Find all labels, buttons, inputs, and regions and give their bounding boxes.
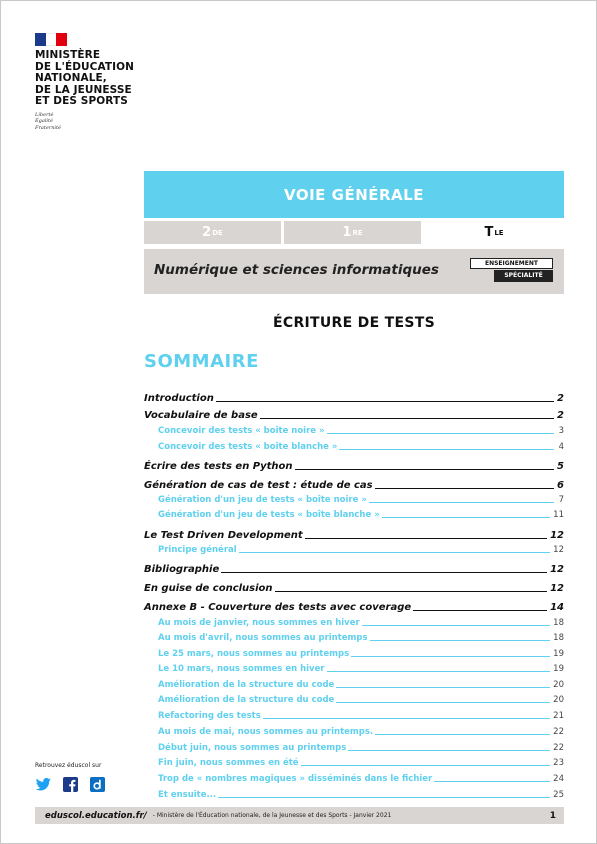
grade-tab-seconde (144, 221, 281, 244)
toc-leader-line (369, 502, 554, 503)
footer-site-link[interactable]: eduscol.education.fr/ (45, 810, 147, 821)
toc-entry-page: 3 (558, 426, 564, 436)
page-footer (35, 807, 564, 824)
social-label: Retrouvez éduscol sur (35, 762, 102, 769)
toc-subentry[interactable] (144, 754, 564, 768)
toc-entry-label: Génération de cas de test : étude de cas (144, 480, 373, 491)
toc-entry-page: 2 (557, 410, 564, 421)
toc-leader-line (382, 517, 550, 518)
toc-entry-page: 11 (553, 510, 564, 520)
toc-entry-page: 18 (553, 633, 564, 643)
toc-entry-page: 20 (553, 695, 564, 705)
toc-entry-page: 24 (553, 774, 564, 784)
grade-main: T (484, 225, 494, 240)
toc-leader-line (370, 640, 551, 641)
toc-entry[interactable] (144, 580, 564, 594)
toc-entry-label: Concevoir des tests « boîte blanche » (158, 442, 338, 452)
toc-subentry[interactable] (144, 723, 564, 737)
toc-entry-page: 5 (557, 461, 564, 472)
toc-leader-line (216, 401, 554, 402)
toc-entry-label: Annexe B - Couverture des tests avec coverage (144, 602, 412, 613)
toc-entry[interactable] (144, 458, 564, 472)
dailymotion-icon[interactable] (89, 777, 106, 792)
tag-enseignement: ENSEIGNEMENT (470, 258, 553, 269)
toc-leader-line (263, 718, 550, 719)
toc-subentry[interactable] (144, 739, 564, 753)
facebook-icon[interactable] (62, 777, 79, 792)
toc-entry-label: En guise de conclusion (144, 583, 273, 594)
toc-leader-line (221, 572, 547, 573)
grade-tab-premiere (284, 221, 421, 244)
toc-entry[interactable] (144, 477, 564, 491)
footer-org: - Ministère de l'Éducation nationale, de la Jeunesse et des Sports - Janvier 2021 (152, 812, 392, 819)
toc-subentry[interactable] (144, 691, 564, 705)
page-number: 1 (549, 810, 556, 821)
toc-entry-page: 21 (553, 711, 564, 721)
toc-entry-label: Amélioration de la structure du code (158, 680, 335, 690)
toc-leader-line (339, 449, 554, 450)
toc-entry[interactable] (144, 561, 564, 575)
toc-subentry[interactable] (144, 645, 564, 659)
grade-main: 2 (202, 225, 212, 240)
subject-title: Numérique et sciences informatiques (154, 262, 439, 278)
toc-entry-page: 12 (550, 564, 564, 575)
toc-entry-label: Le Test Driven Development (144, 530, 303, 541)
toc-subentry[interactable] (144, 438, 564, 452)
ministry-line: DE L'ÉDUCATION (35, 60, 135, 73)
toc-subentry[interactable] (144, 786, 564, 800)
toc-leader-line (305, 538, 547, 539)
track-title: VOIE GÉNÉRALE (284, 185, 424, 204)
toc-entry[interactable] (144, 407, 564, 421)
toc-leader-line (375, 734, 550, 735)
tag-specialite: SPÉCIALITÉ (494, 270, 553, 282)
toc-leader-line (362, 625, 551, 626)
toc-entry-label: Vocabulaire de base (144, 410, 258, 421)
ministry-line: MINISTÈRE (35, 49, 101, 61)
toc-entry-page: 22 (553, 727, 564, 737)
toc-leader-line (348, 750, 550, 751)
grade-tab-terminale (424, 221, 564, 244)
toc-leader-line (336, 702, 550, 703)
toc-subentry[interactable] (144, 491, 564, 505)
toc-heading: SOMMAIRE (144, 351, 259, 372)
toc-entry-label: Concevoir des tests « boîte noire » (158, 426, 325, 436)
ministry-line: ET DES SPORTS (35, 95, 128, 107)
ministry-name (35, 50, 155, 108)
toc-leader-line (239, 552, 551, 553)
toc-subentry[interactable] (144, 422, 564, 436)
toc-entry-page: 2 (557, 393, 564, 404)
toc-leader-line (260, 418, 554, 419)
toc-entry-page: 23 (553, 758, 564, 768)
toc-entry-label: Au mois de janvier, nous sommes en hiver (158, 618, 360, 628)
twitter-icon[interactable] (35, 777, 52, 792)
toc-entry-page: 4 (558, 442, 564, 452)
track-banner (144, 171, 564, 218)
toc-entry-page: 18 (553, 618, 564, 628)
toc-subentry[interactable] (144, 506, 564, 520)
motto-line: Égalité (35, 118, 53, 124)
toc-leader-line (413, 610, 547, 611)
toc-entry-page: 14 (550, 602, 564, 613)
toc-leader-line (218, 797, 550, 798)
ministry-line: DE LA JEUNESSE (35, 83, 132, 96)
grade-sup: LE (494, 228, 504, 237)
document-title: ÉCRITURE DE TESTS (273, 315, 435, 331)
toc-leader-line (327, 433, 554, 434)
french-flag-icon (35, 33, 67, 46)
toc-entry-page: 7 (558, 495, 564, 505)
toc-entry-label: Refactoring des tests (158, 711, 261, 721)
toc-entry-page: 12 (550, 530, 564, 541)
grade-main: 1 (342, 225, 352, 240)
toc-subentry[interactable] (144, 707, 564, 721)
toc-entry-label: Au mois de mai, nous sommes au printemps. (158, 727, 374, 737)
subject-banner (144, 249, 564, 294)
toc-entry-page: 6 (557, 480, 564, 491)
toc-entry-label: Génération d'un jeu de tests « boîte blanche » (158, 510, 380, 520)
toc-entry-label: Fin juin, nous sommes en été (158, 758, 299, 768)
toc-entry-page: 12 (553, 545, 564, 555)
toc-entry[interactable] (144, 527, 564, 541)
toc-leader-line (336, 687, 550, 688)
toc-entry-label: Au mois d'avril, nous sommes au printemps (158, 633, 368, 643)
toc-entry-label: Début juin, nous sommes au printemps (158, 743, 347, 753)
toc-entry-label: Le 25 mars, nous sommes au printemps (158, 649, 350, 659)
toc-entry-page: 22 (553, 743, 564, 753)
toc-entry-label: Et ensuite... (158, 790, 217, 800)
toc-leader-line (275, 591, 548, 592)
ministry-line: NATIONALE, (35, 72, 107, 84)
toc-entry-label: Amélioration de la structure du code (158, 695, 335, 705)
toc-entry-page: 20 (553, 680, 564, 690)
toc-entry-label: Bibliographie (144, 564, 220, 575)
republic-motto (35, 112, 155, 132)
social-links (35, 777, 106, 792)
motto-line: Liberté (35, 111, 54, 118)
toc-entry-page: 19 (553, 664, 564, 674)
toc-subentry[interactable] (144, 676, 564, 690)
toc-entry-label: Trop de « nombres magiques » disséminés dans le fichier (158, 774, 433, 784)
toc-entry-label: Génération d'un jeu de tests « boîte noire » (158, 495, 367, 505)
toc-leader-line (434, 781, 550, 782)
toc-entry-label: Introduction (144, 393, 214, 404)
toc-entry-page: 19 (553, 649, 564, 659)
grade-tabs (144, 221, 564, 244)
toc-leader-line (375, 488, 554, 489)
toc-subentry[interactable] (144, 629, 564, 643)
toc-entry[interactable] (144, 390, 564, 404)
toc-leader-line (351, 656, 550, 657)
toc-entry[interactable] (144, 599, 564, 613)
toc-entry-page: 25 (553, 790, 564, 800)
toc-leader-line (327, 671, 551, 672)
toc-subentry[interactable] (144, 541, 564, 555)
motto-line: Fraternité (35, 124, 61, 131)
toc-entry-label: Écrire des tests en Python (144, 461, 293, 472)
toc-subentry[interactable] (144, 614, 564, 628)
toc-subentry[interactable] (144, 770, 564, 784)
toc-entry-label: Principe général (158, 545, 237, 555)
grade-sup: DE (212, 228, 223, 237)
toc-leader-line (295, 469, 554, 470)
toc-entry-page: 12 (550, 583, 564, 594)
toc-leader-line (301, 765, 551, 766)
toc-subentry[interactable] (144, 660, 564, 674)
toc-entry-label: Le 10 mars, nous sommes en hiver (158, 664, 325, 674)
ministry-logo (35, 33, 155, 131)
grade-sup: RE (352, 228, 363, 237)
